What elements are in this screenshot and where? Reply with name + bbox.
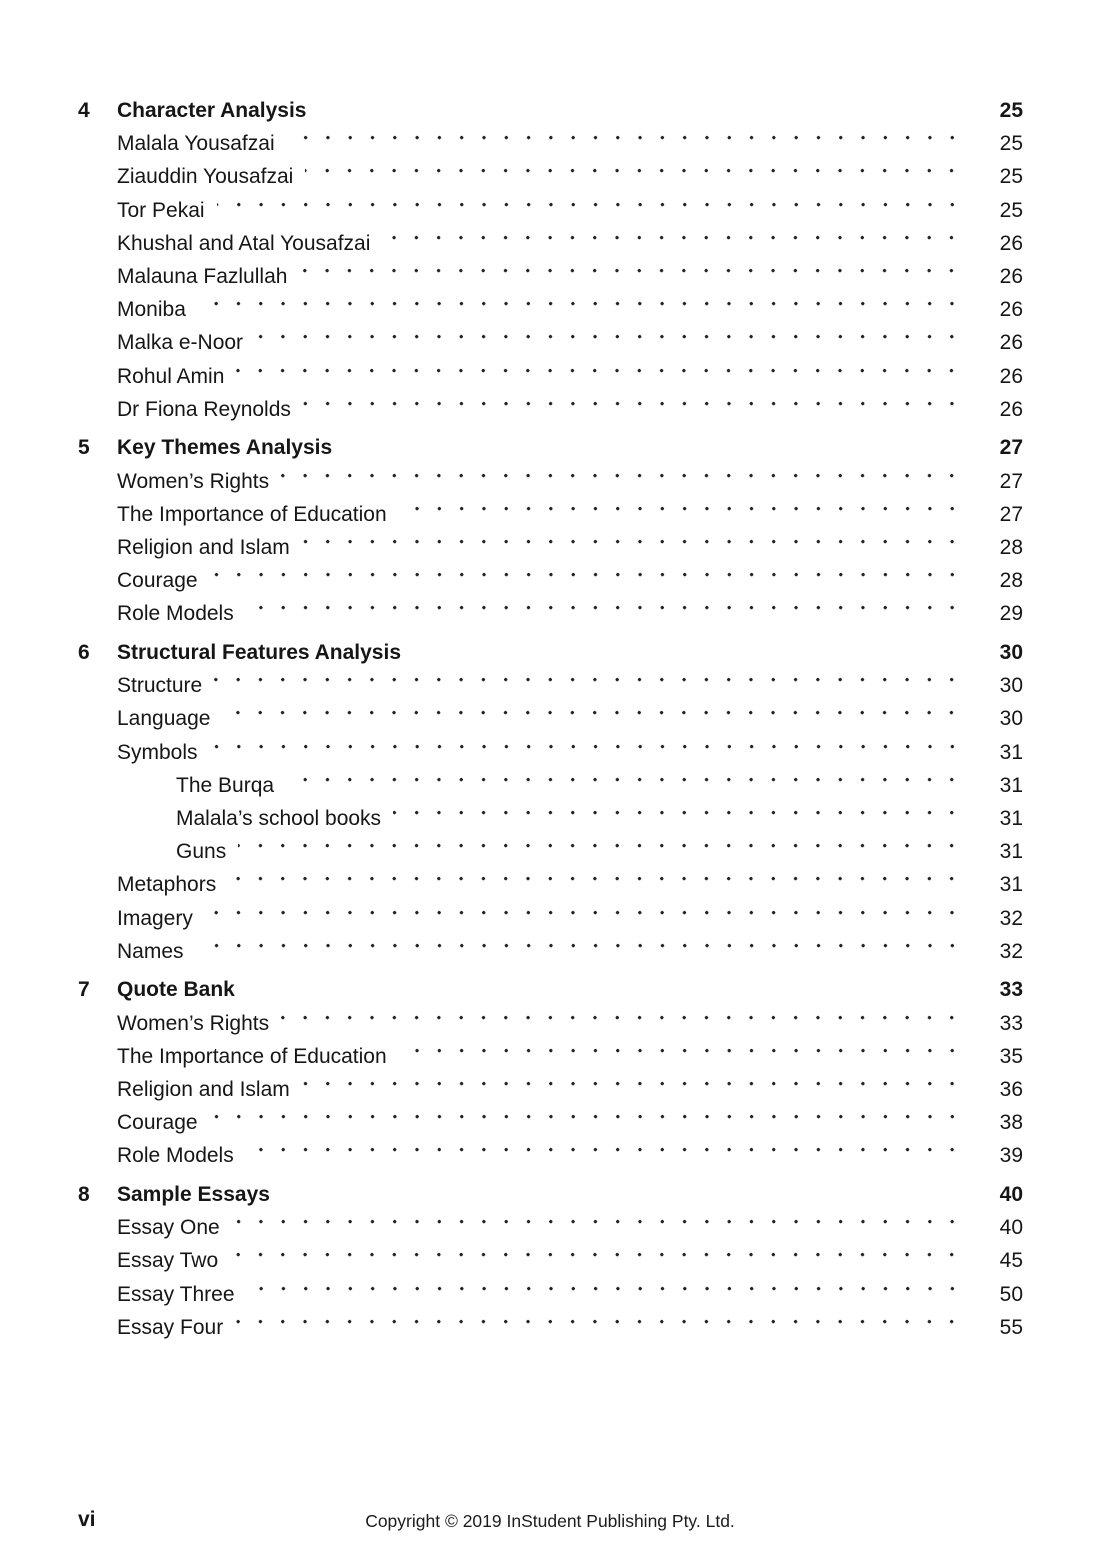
toc-item-row [78, 835, 1023, 868]
dot-leader [210, 736, 963, 769]
dot-leader [303, 393, 963, 426]
dot-leader [246, 597, 963, 630]
dot-leader [286, 769, 963, 802]
item-page-number: 31 [999, 740, 1023, 764]
item-label: Women’s Rights [117, 469, 270, 493]
dot-leader [198, 293, 963, 326]
item-page-number: 25 [999, 165, 1023, 189]
item-label: Courage [117, 569, 198, 593]
item-label: The Importance of Education [117, 502, 387, 526]
toc-item-row [78, 1106, 1023, 1139]
toc-item-row [78, 736, 1023, 769]
item-page-number: 55 [999, 1315, 1023, 1339]
item-page-number: 40 [999, 1216, 1023, 1240]
item-label: Role Models [117, 1144, 234, 1168]
toc-item-row [78, 360, 1023, 393]
item-label: Guns [176, 840, 227, 864]
item-page-number: 28 [999, 535, 1023, 559]
item-label: Religion and Islam [117, 535, 290, 559]
toc-item-row [78, 393, 1023, 426]
item-label: The Importance of Education [117, 1044, 387, 1068]
item-page-number: 31 [999, 806, 1023, 830]
dot-leader [222, 702, 963, 735]
toc-item-row [78, 702, 1023, 735]
item-label: Imagery [117, 906, 193, 930]
section-title: Character Analysis [117, 99, 307, 122]
item-label: Ziauddin Yousafzai [117, 165, 294, 189]
toc-item-row [78, 1139, 1023, 1172]
dot-leader [247, 1278, 964, 1311]
toc-item-row [78, 1073, 1023, 1106]
item-page-number: 39 [999, 1144, 1023, 1168]
toc-item-row [78, 769, 1023, 802]
section-page-number: 27 [999, 436, 1023, 460]
section-title: Quote Bank [117, 978, 235, 1002]
item-label: Khushal and Atal Yousafzai [117, 231, 371, 255]
item-page-number: 33 [999, 1011, 1023, 1035]
toc-section-row [78, 973, 1023, 1006]
item-page-number: 35 [999, 1044, 1023, 1068]
dot-leader [246, 1139, 963, 1172]
toc-item-row [78, 498, 1023, 531]
dot-leader [399, 498, 963, 531]
toc-item-row [78, 260, 1023, 293]
section-number: 4 [78, 99, 90, 122]
item-page-number: 28 [999, 569, 1023, 593]
dot-leader [210, 564, 963, 597]
section-title: Structural Features Analysis [117, 641, 401, 664]
dot-leader [230, 1244, 963, 1277]
dot-leader [281, 465, 963, 498]
item-page-number: 27 [999, 502, 1023, 526]
item-label: Courage [117, 1111, 198, 1135]
item-page-number: 31 [999, 840, 1023, 864]
toc-item-row [78, 868, 1023, 901]
dot-leader [235, 1311, 963, 1344]
section-number: 5 [78, 436, 90, 460]
dot-leader [228, 868, 963, 901]
item-label: Names [117, 939, 184, 963]
item-label: Structure [117, 674, 203, 698]
dot-leader [236, 360, 963, 393]
item-label: Symbols [117, 740, 198, 764]
toc-item-row [78, 669, 1023, 702]
item-page-number: 26 [999, 397, 1023, 421]
item-label: Essay Four [117, 1315, 224, 1339]
dot-leader [302, 1073, 963, 1106]
item-label: Moniba [117, 298, 186, 322]
item-label: Rohul Amin [117, 364, 225, 388]
dot-leader [399, 1040, 963, 1073]
item-label: Religion and Islam [117, 1077, 290, 1101]
toc-item-row [78, 902, 1023, 935]
dot-leader [255, 326, 963, 359]
item-label: Tor Pekai [117, 198, 205, 222]
item-page-number: 26 [999, 264, 1023, 288]
item-label: Metaphors [117, 873, 217, 897]
item-page-number: 36 [999, 1077, 1023, 1101]
item-label: Malka e-Noor [117, 331, 244, 355]
item-label: Essay Two [117, 1249, 219, 1273]
toc-item-row [78, 127, 1023, 160]
toc-item-row [78, 1007, 1023, 1040]
item-label: Essay One [117, 1216, 220, 1240]
section-title: Sample Essays [117, 1183, 270, 1206]
section-page-number: 25 [999, 99, 1023, 122]
item-label: Malala Yousafzai [117, 132, 275, 156]
toc-item-row [78, 1040, 1023, 1073]
toc-item-row [78, 1278, 1023, 1311]
dot-leader [382, 227, 963, 260]
section-title: Key Themes Analysis [117, 436, 333, 460]
item-label: Dr Fiona Reynolds [117, 397, 291, 421]
item-label: Women’s Rights [117, 1011, 270, 1035]
dot-leader [205, 902, 963, 935]
item-page-number: 26 [999, 364, 1023, 388]
toc-item-row [78, 1311, 1023, 1344]
dot-leader [196, 935, 963, 968]
toc-item-row [78, 802, 1023, 835]
dot-leader [287, 127, 963, 160]
item-label: Essay Three [117, 1282, 235, 1306]
toc-item-row [78, 564, 1023, 597]
item-page-number: 30 [999, 674, 1023, 698]
item-page-number: 25 [999, 198, 1023, 222]
item-page-number: 30 [999, 707, 1023, 731]
item-page-number: 50 [999, 1282, 1023, 1306]
section-number: 6 [78, 641, 90, 664]
dot-leader [214, 669, 963, 702]
toc-item-row [78, 293, 1023, 326]
item-label: The Burqa [176, 773, 275, 797]
dot-leader [281, 1007, 963, 1040]
item-page-number: 26 [999, 298, 1023, 322]
toc-item-row [78, 935, 1023, 968]
section-number: 7 [78, 978, 90, 1002]
section-page-number: 33 [999, 978, 1023, 1002]
dot-leader [302, 531, 963, 564]
item-page-number: 38 [999, 1111, 1023, 1135]
toc-item-row [78, 465, 1023, 498]
toc-item-row [78, 194, 1023, 227]
item-label: Malala’s school books [176, 806, 382, 830]
dot-leader [393, 802, 963, 835]
section-page-number: 40 [999, 1183, 1023, 1206]
item-page-number: 45 [999, 1249, 1023, 1273]
toc-section-row [78, 636, 1023, 669]
toc-item-row [78, 160, 1023, 193]
toc-section-row [78, 94, 1023, 127]
toc-item-row [78, 227, 1023, 260]
item-label: Role Models [117, 602, 234, 626]
toc-item-row [78, 326, 1023, 359]
item-page-number: 31 [999, 773, 1023, 797]
dot-leader [238, 835, 963, 868]
section-number: 8 [78, 1183, 90, 1206]
toc-item-row [78, 1244, 1023, 1277]
toc-item-row [78, 1211, 1023, 1244]
dot-leader [232, 1211, 963, 1244]
dot-leader [305, 160, 963, 193]
item-label: Malauna Fazlullah [117, 264, 288, 288]
item-page-number: 29 [999, 602, 1023, 626]
item-page-number: 26 [999, 231, 1023, 255]
item-label: Language [117, 707, 211, 731]
item-page-number: 26 [999, 331, 1023, 355]
item-page-number: 27 [999, 469, 1023, 493]
item-page-number: 32 [999, 939, 1023, 963]
toc-section-row [78, 431, 1023, 464]
item-page-number: 31 [999, 873, 1023, 897]
item-page-number: 32 [999, 906, 1023, 930]
toc-item-row [78, 597, 1023, 630]
dot-leader [299, 260, 963, 293]
item-page-number: 25 [999, 132, 1023, 156]
dot-leader [210, 1106, 963, 1139]
footer-page-number: vi [78, 1508, 96, 1531]
dot-leader [217, 194, 963, 227]
toc [78, 94, 1023, 1344]
footer-copyright-text: Copyright © 2019 InStudent Publishing Pty. Ltd. [365, 1511, 735, 1531]
section-page-number: 30 [999, 641, 1023, 664]
toc-item-row [78, 531, 1023, 564]
page-footer [0, 1506, 1100, 1540]
toc-section-row [78, 1178, 1023, 1211]
